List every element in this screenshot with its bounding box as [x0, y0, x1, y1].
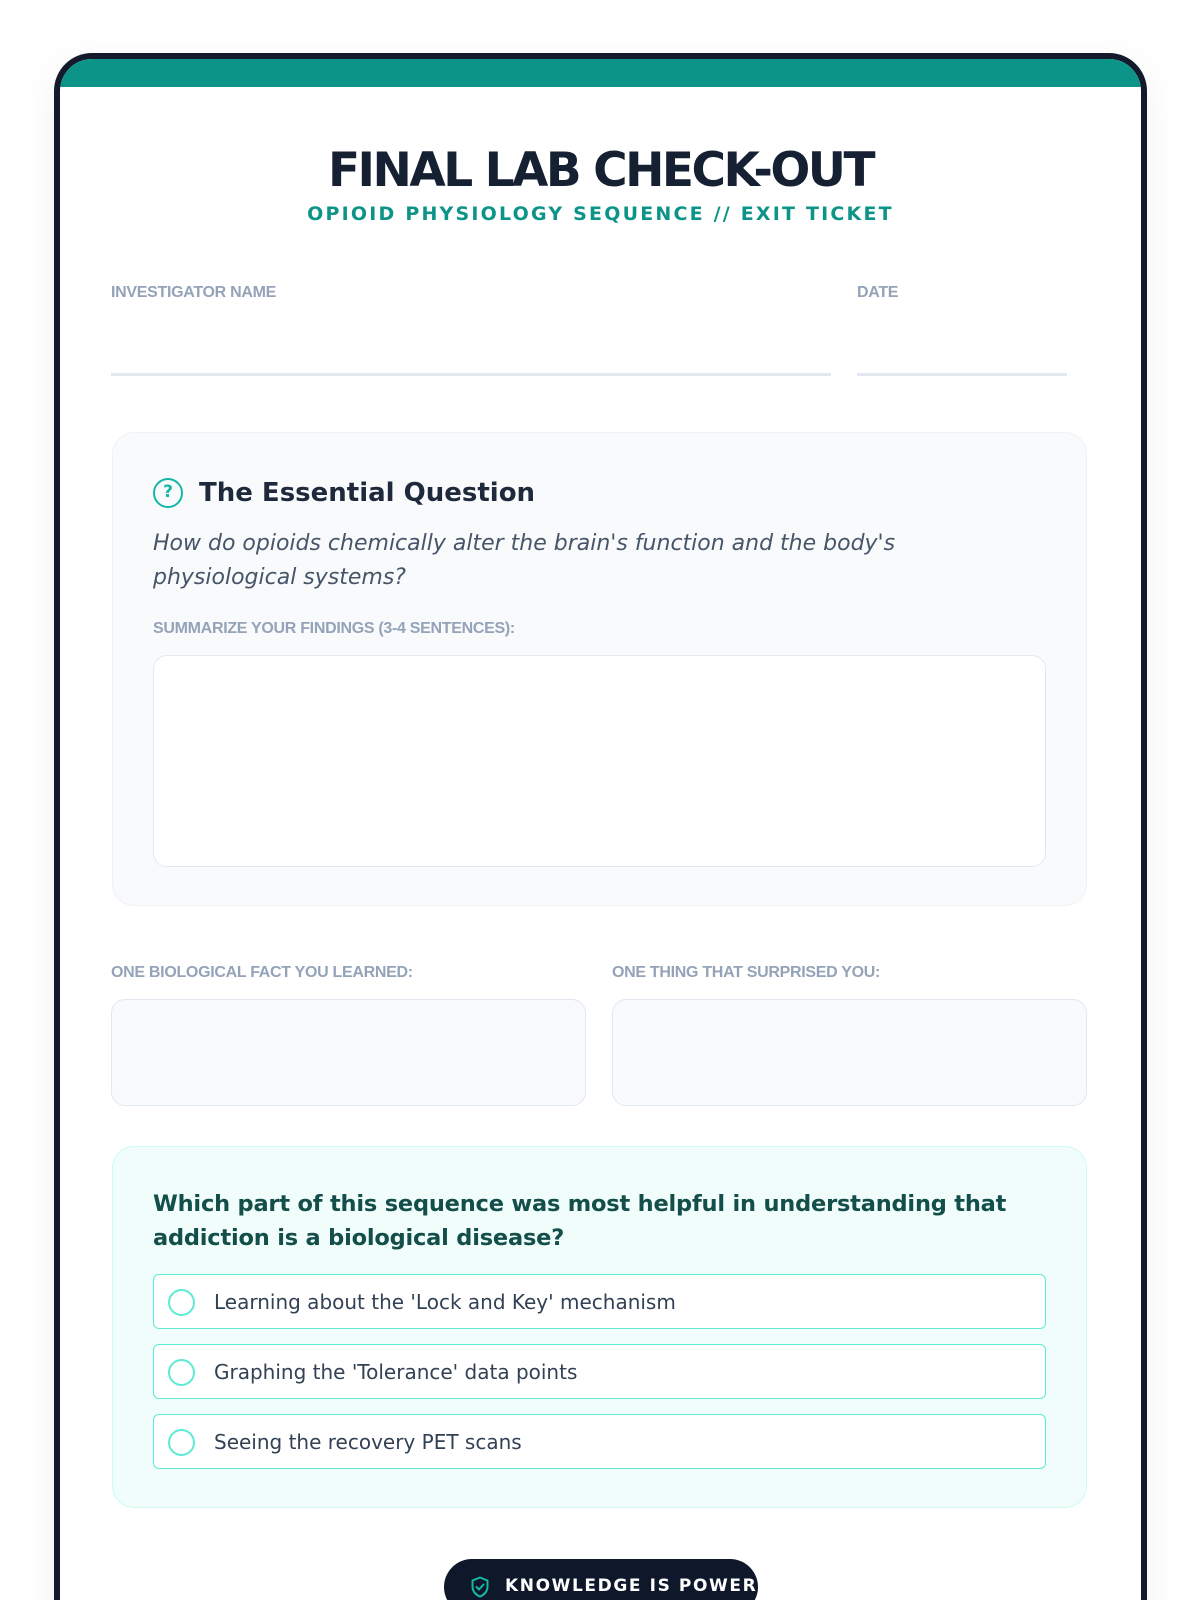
essential-question-title: The Essential Question [199, 478, 536, 508]
radio-button[interactable] [168, 1429, 195, 1456]
card-accent-bar [60, 59, 1141, 87]
radio-button[interactable] [168, 1359, 195, 1386]
biological-fact-input[interactable] [111, 999, 586, 1106]
exit-ticket-card [54, 53, 1147, 1600]
essential-question-panel [112, 432, 1087, 906]
feedback-poll-panel [112, 1146, 1087, 1508]
poll-option-pet-scans[interactable] [153, 1414, 1046, 1469]
poll-option-label: Learning about the 'Lock and Key' mechanism [214, 1290, 676, 1314]
page-title: FINAL LAB CHECK-OUT [327, 143, 874, 198]
poll-option-label: Seeing the recovery PET scans [214, 1430, 522, 1454]
surprise-label: ONE THING THAT SURPRISED YOU: [612, 964, 881, 981]
poll-option-label: Graphing the 'Tolerance' data points [214, 1360, 578, 1384]
date-input[interactable] [857, 373, 1067, 376]
radio-button[interactable] [168, 1289, 195, 1316]
essential-question-text: How do opioids chemically alter the brain's function and the body's physiological systems? [153, 531, 896, 590]
summary-textarea[interactable] [153, 655, 1046, 867]
surprise-input[interactable] [612, 999, 1087, 1106]
biological-fact-label: ONE BIOLOGICAL FACT YOU LEARNED: [111, 964, 413, 981]
badge-label: KNOWLEDGE IS POWER [505, 1576, 758, 1596]
poll-option-tolerance[interactable] [153, 1344, 1046, 1399]
page-subtitle: OPIOID PHYSIOLOGY SEQUENCE // EXIT TICKET [307, 203, 894, 225]
investigator-name-label: INVESTIGATOR NAME [111, 284, 276, 301]
poll-question: Which part of this sequence was most helpful in understanding that addiction is a biological disease? [153, 1191, 1007, 1251]
shield-check-icon [470, 1576, 490, 1598]
knowledge-badge [444, 1559, 758, 1600]
question-circle-icon: ? [153, 478, 183, 508]
date-label: DATE [857, 284, 899, 301]
investigator-name-input[interactable] [111, 373, 831, 376]
summary-label: SUMMARIZE YOUR FINDINGS (3-4 SENTENCES): [153, 620, 515, 637]
poll-option-lock-and-key[interactable] [153, 1274, 1046, 1329]
